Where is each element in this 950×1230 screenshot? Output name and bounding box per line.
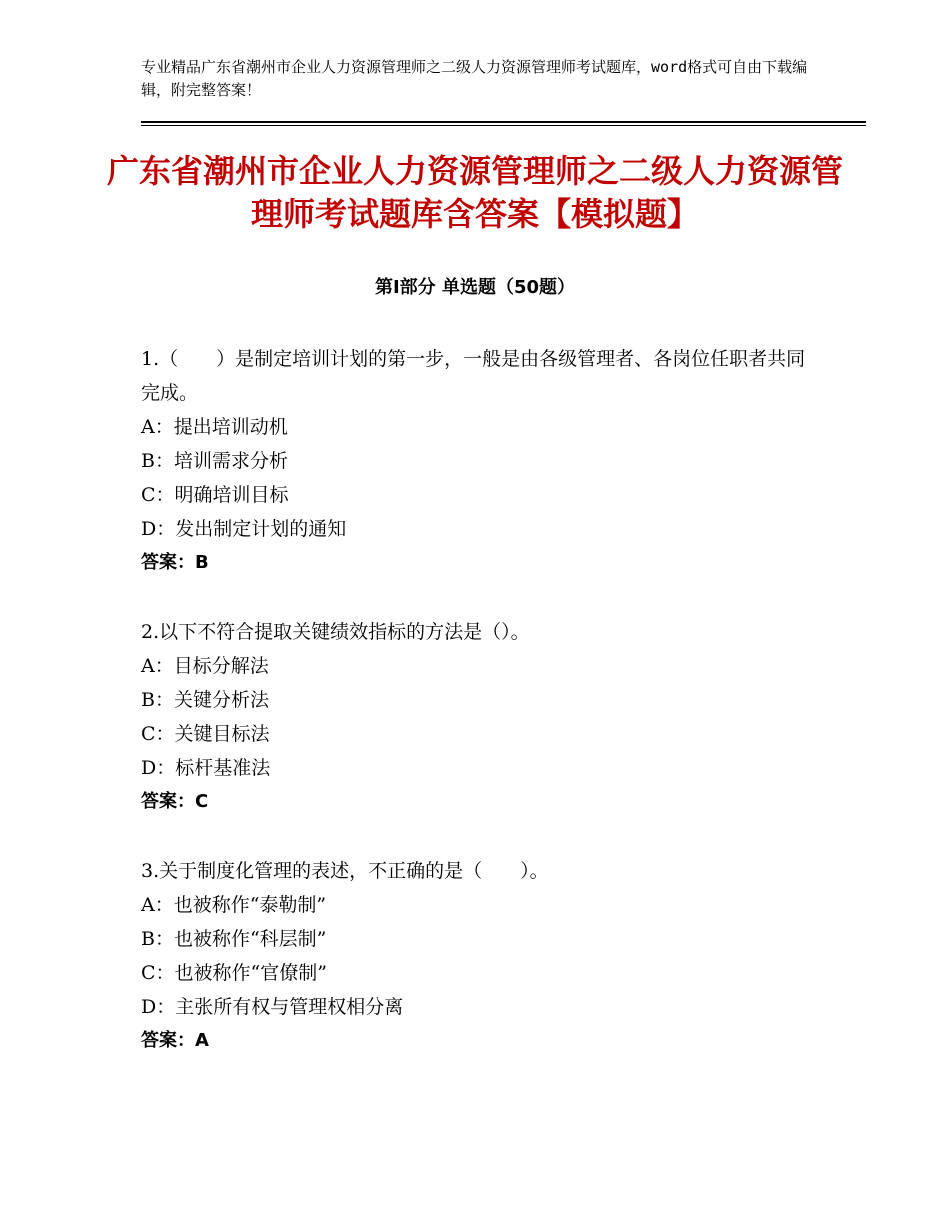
option-a: A：提出培训动机	[141, 416, 288, 438]
question-1	[141, 342, 821, 580]
option-c: C：明确培训目标	[141, 484, 289, 506]
question-3	[141, 854, 821, 1058]
header-note: 专业精品广东省潮州市企业人力资源管理师之二级人力资源管理师考试题库，word格式可自由下载编辑，附完整答案！	[141, 58, 808, 99]
option-d: D：发出制定计划的通知	[141, 518, 347, 540]
answer-label: 答案：A	[141, 1030, 209, 1051]
header-divider-thin	[141, 125, 866, 126]
section-title: 第Ⅰ部分 单选题（50题）	[374, 277, 575, 298]
question-text: 2.以下不符合提取关键绩效指标的方法是（）。	[141, 621, 530, 643]
option-c: C：关键目标法	[141, 723, 270, 745]
option-a: A：也被称作“泰勒制”	[141, 894, 327, 916]
question-text: 1.（ ）是制定培训计划的第一步，一般是由各级管理者、各岗位任职者共同完成。	[141, 348, 806, 404]
option-d: D：标杆基准法	[141, 757, 271, 779]
answer-label: 答案：B	[141, 552, 209, 573]
question-list	[141, 342, 821, 1093]
option-b: B：关键分析法	[141, 689, 269, 711]
option-a: A：目标分解法	[141, 655, 269, 677]
option-b: B：培训需求分析	[141, 450, 288, 472]
option-c: C：也被称作“官僚制”	[141, 962, 327, 984]
option-b: B：也被称作“科层制”	[141, 928, 327, 950]
question-2	[141, 615, 821, 819]
document-title: 广东省潮州市企业人力资源管理师之二级人力资源管理师考试题库含答案【模拟题】	[106, 152, 843, 233]
header-divider-thick	[141, 121, 866, 123]
answer-label: 答案：C	[141, 791, 209, 812]
option-d: D：主张所有权与管理权相分离	[141, 996, 404, 1018]
question-text: 3.关于制度化管理的表述，不正确的是（ ）。	[141, 860, 549, 882]
